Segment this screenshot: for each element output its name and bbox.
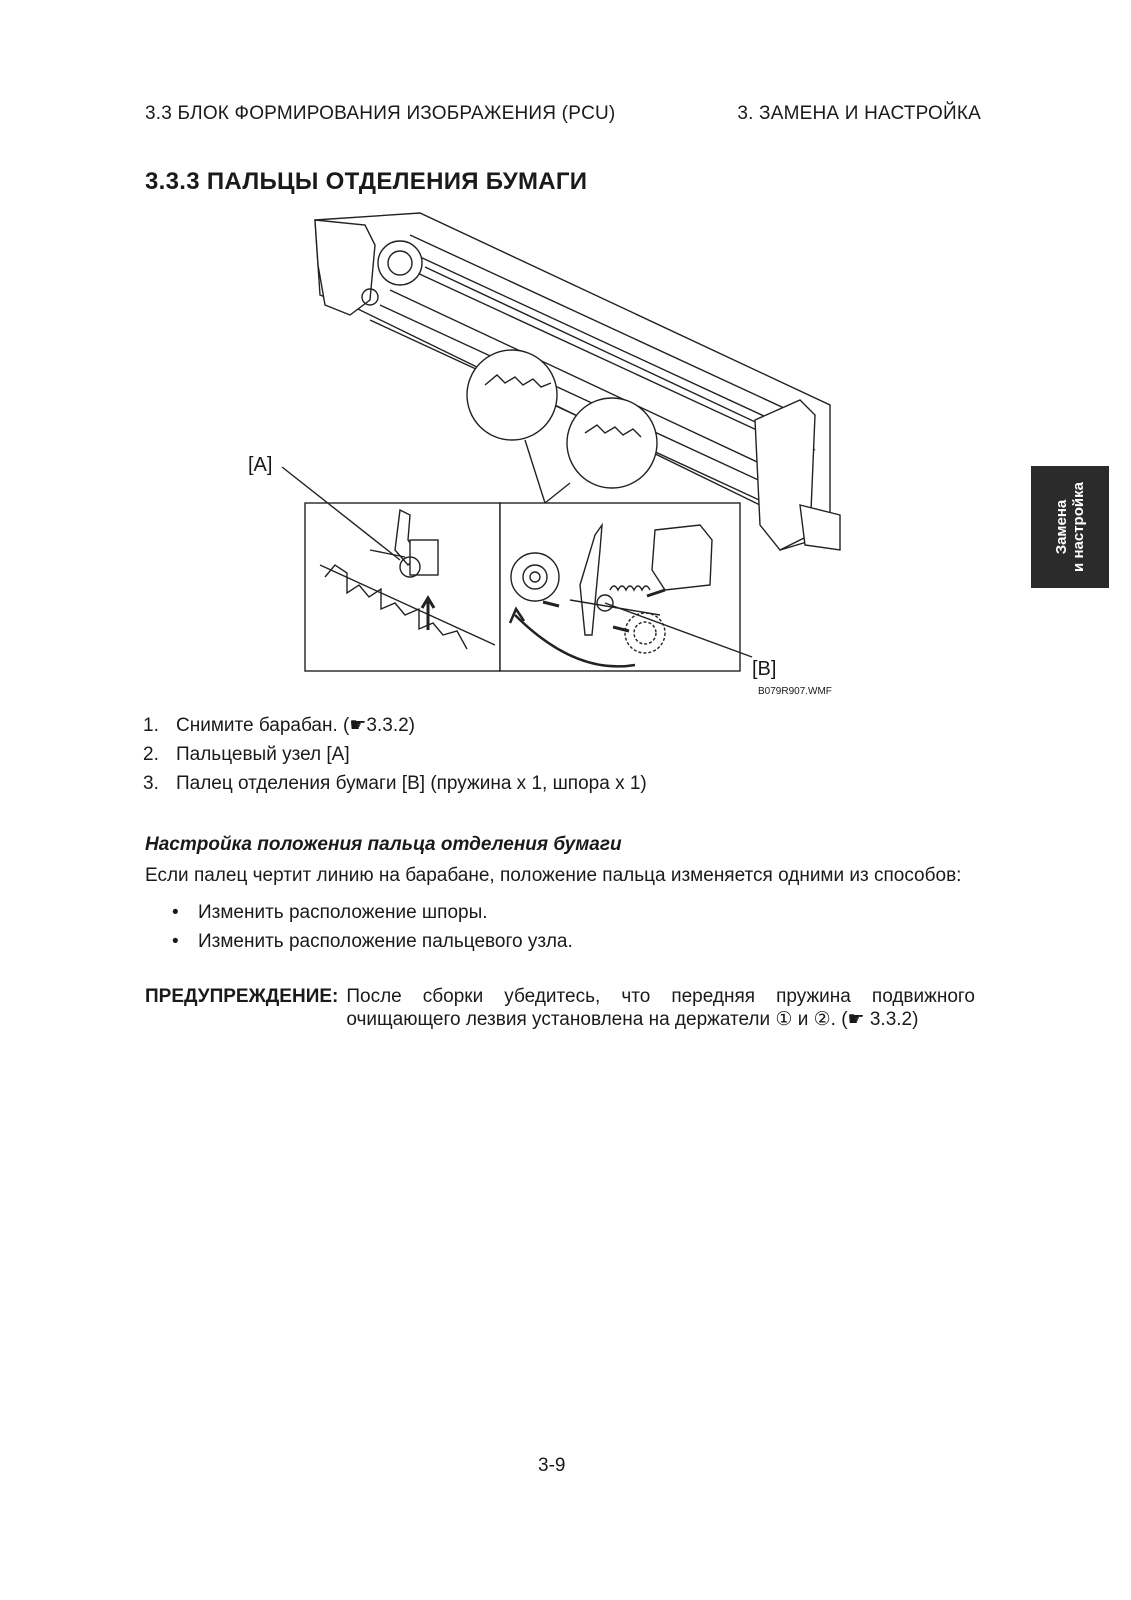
magnifier-circle-1 bbox=[467, 350, 557, 440]
separation-finger-illustration bbox=[240, 205, 860, 705]
bullet-mark: • bbox=[172, 931, 179, 952]
warning-label: ПРЕДУПРЕЖДЕНИЕ: bbox=[145, 986, 339, 1007]
step-item bbox=[143, 769, 647, 798]
adjustment-intro: Если палец чертит линию на барабане, положение пальца изменяется одними из способов: bbox=[145, 865, 962, 886]
spur-gear bbox=[511, 553, 559, 601]
side-tab-line-1: Замена bbox=[1053, 499, 1071, 555]
list-item bbox=[172, 898, 573, 927]
adjustment-subheading: Настройка положения пальца отделения бумаги bbox=[145, 834, 622, 855]
step-item bbox=[143, 740, 647, 769]
list-item bbox=[172, 927, 573, 956]
page-number: 3-9 bbox=[538, 1455, 566, 1476]
side-tab-label bbox=[1053, 482, 1087, 572]
running-header-right: 3. ЗАМЕНА И НАСТРОЙКА bbox=[737, 103, 981, 124]
warning-text: После сборки убедитесь, что передняя пружина подвижного очищающего лезвия установлена на держатели ① и ②. (☛ 3.3.2) bbox=[346, 986, 975, 1030]
bullet-text: Изменить расположение шпоры. bbox=[198, 902, 488, 923]
left-end-cap bbox=[315, 220, 375, 315]
bullet-text: Изменить расположение пальцевого узла. bbox=[198, 931, 573, 952]
step-item bbox=[143, 711, 647, 740]
warning-note bbox=[145, 985, 975, 1031]
running-header-left: 3.3 БЛОК ФОРМИРОВАНИЯ ИЗОБРАЖЕНИЯ (PCU) bbox=[145, 103, 616, 124]
side-tab-line-2: и настройка bbox=[1070, 482, 1088, 572]
adjustment-options bbox=[172, 898, 573, 956]
step-number: 2. bbox=[143, 744, 159, 765]
label-b: [B] bbox=[752, 658, 777, 680]
step-text: Снимите барабан. (☛3.3.2) bbox=[176, 715, 415, 736]
step-text: Пальцевый узел [A] bbox=[176, 744, 350, 765]
chapter-side-tab bbox=[1031, 466, 1109, 588]
figure-code: B079R907.WMF bbox=[758, 686, 832, 697]
drive-gear bbox=[378, 241, 422, 285]
step-number: 3. bbox=[143, 773, 159, 794]
procedure-steps bbox=[143, 711, 647, 798]
label-a: [A] bbox=[248, 454, 273, 476]
bullet-mark: • bbox=[172, 902, 179, 923]
magnifier-circle-2 bbox=[567, 398, 657, 488]
step-number: 1. bbox=[143, 715, 159, 736]
section-title: 3.3.3 ПАЛЬЦЫ ОТДЕЛЕНИЯ БУМАГИ bbox=[145, 168, 588, 195]
step-text: Палец отделения бумаги [B] (пружина x 1, шпора x 1) bbox=[176, 773, 647, 794]
